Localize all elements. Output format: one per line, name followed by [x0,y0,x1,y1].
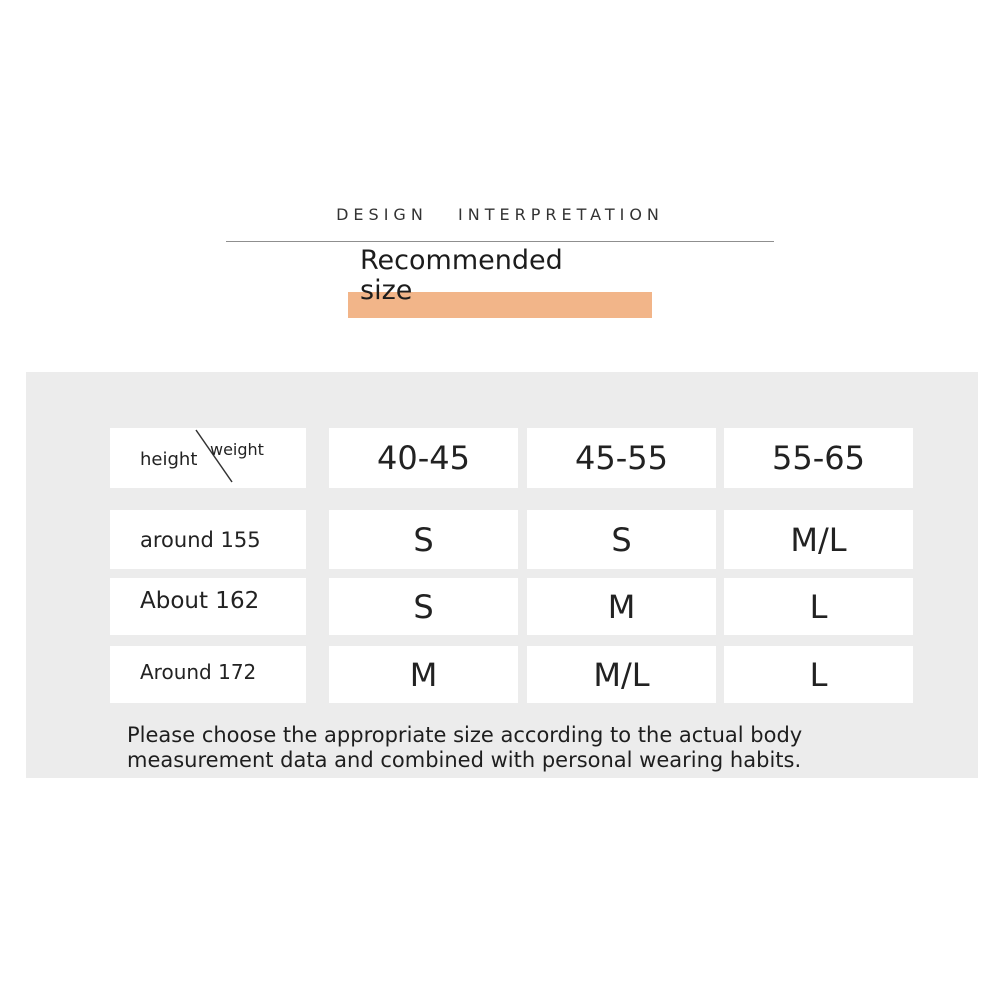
header-divider [226,241,774,242]
size-cell: L [724,646,913,703]
corner-height-label: height [140,449,198,470]
size-advice-note-line1: Please choose the appropriate size according to the actual body [127,723,803,747]
size-cell: M [527,578,716,635]
design-interpretation-title: DESIGN INTERPRETATION [336,205,664,224]
column-header-weight-1: 40-45 [329,428,518,488]
size-cell: S [329,578,518,635]
size-cell: M/L [724,510,913,569]
recommended-size-title [360,246,563,306]
size-advice-note [127,723,907,773]
row-label-height-3: Around 172 [110,646,306,703]
size-cell: M/L [527,646,716,703]
table-corner-cell [110,428,306,488]
recommended-size-title-line2: size [360,275,413,306]
size-cell: S [329,510,518,569]
corner-weight-label: weight [210,440,264,459]
row-label-height-2: About 162 [110,578,306,635]
column-header-weight-2: 45-55 [527,428,716,488]
recommended-size-title-line1: Recommended [360,245,563,276]
column-header-weight-3: 55-65 [724,428,913,488]
size-cell: S [527,510,716,569]
size-cell: M [329,646,518,703]
size-cell: L [724,578,913,635]
row-label-height-1: around 155 [110,510,306,569]
size-advice-note-line2: measurement data and combined with personal wearing habits. [127,748,802,772]
